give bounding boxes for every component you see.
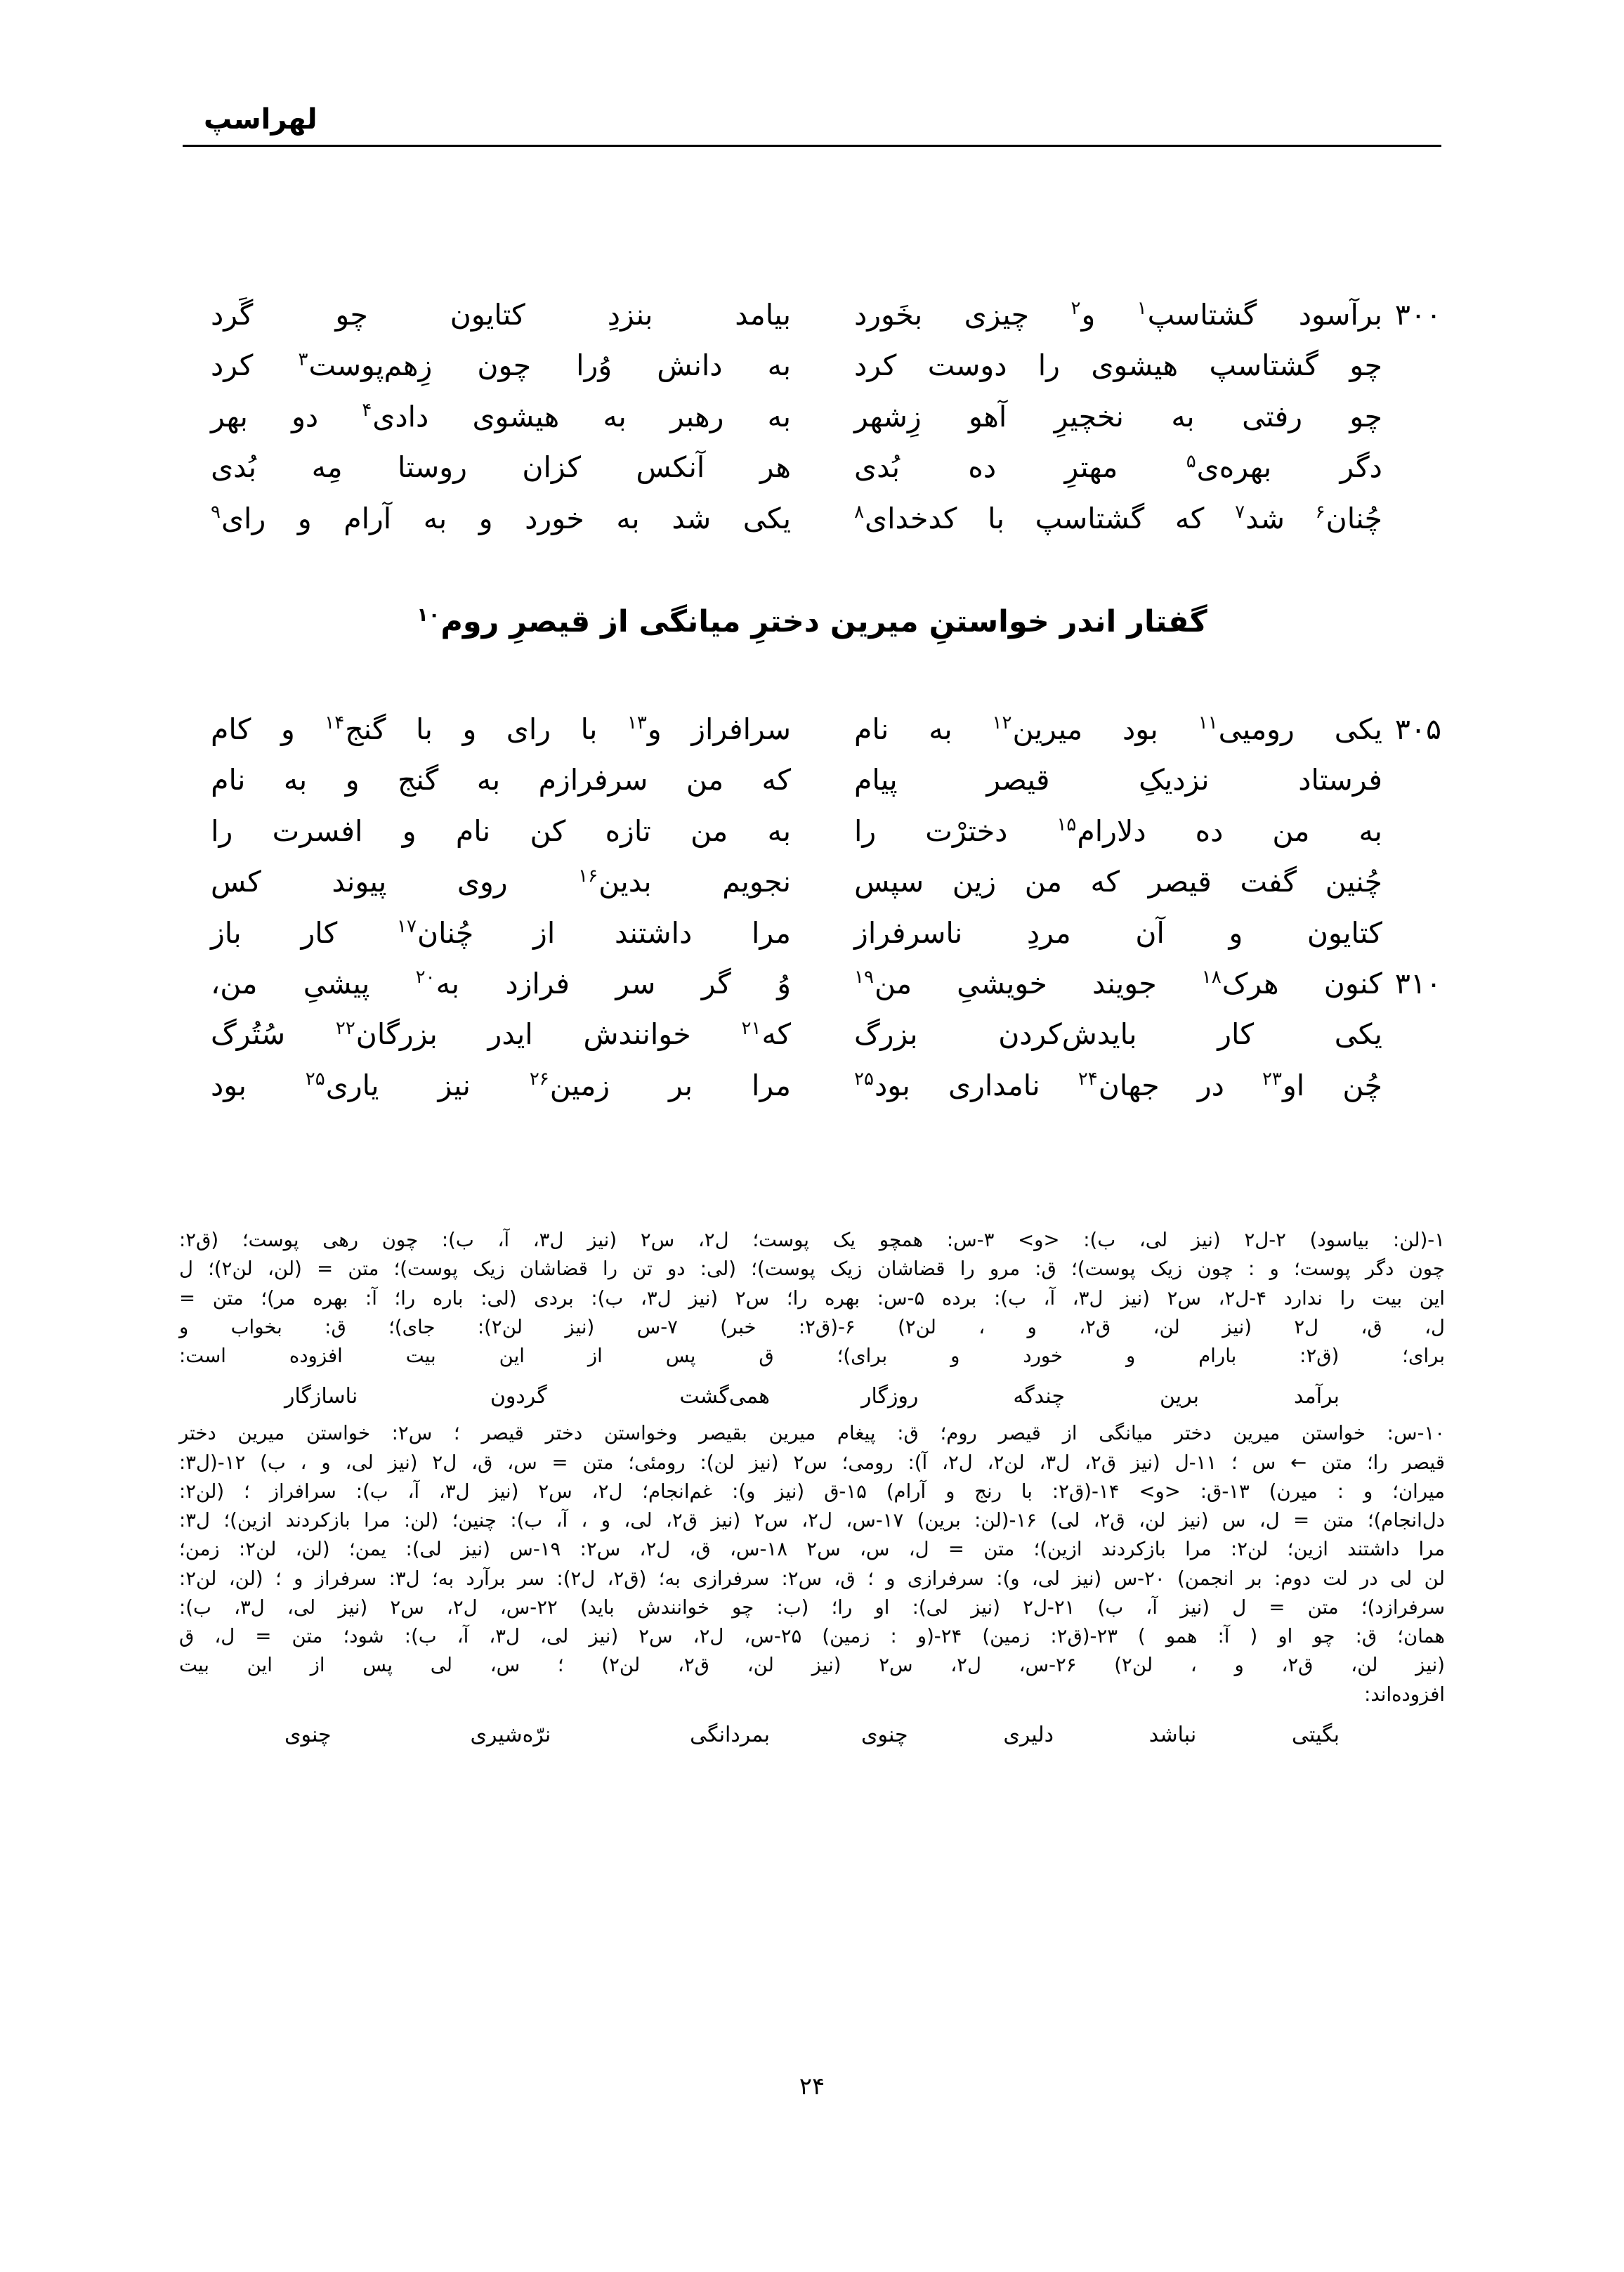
verse-word: زِهم‌پوست$^۳$ <box>298 348 433 383</box>
verse-word: نام <box>211 763 246 797</box>
verse-word: را <box>211 814 233 848</box>
verse-word: دلارام$^{۱۵}$ <box>1056 814 1146 848</box>
verse-word: گنج <box>397 763 439 797</box>
verse-word: گفت <box>1240 865 1297 899</box>
verse-word: چُنان$^۶$ <box>1315 501 1382 535</box>
apparatus-line: چون دگر پوست؛ و : چون زیک پوست)؛ ق: مرو را قضاشان زیک پوست)؛ (لی: دو تن را قضاشان زیک پوست)؛ متن = (لن، لن۲)؛ ل <box>179 1258 1445 1281</box>
verse-word: هیشوی <box>1091 348 1179 383</box>
couplet <box>183 960 1441 1007</box>
verse-word: شد$^۷$ <box>1235 501 1285 535</box>
footnote-marker: ۱۴ <box>325 712 345 734</box>
apparatus-line: همان؛ ق: چو او ( آ: همو ) ۲۳-(ق۲: زمین) ۲۴-(و : زمین) ۲۵-س، ل۲، س۲ (نیز لی، ل۳، آ، ب): شود؛ متن = ل، ق <box>179 1625 1445 1647</box>
verse-number: ۳۰۰ <box>1394 298 1441 332</box>
apparatus-line: دل‌انجام)؛ متن = ل، س (نیز لن، ق۲، لی) ۱۶-(لن: برین) ۱۷-س، ل۲، س۲ (نیز ق۲، لی، و ، آ، ب): چنین؛ (لن: مرا بازکردند ازین)؛ ل۳: <box>179 1509 1445 1532</box>
footnote-marker: ۵ <box>1186 450 1196 472</box>
verse-word: قیصر <box>986 763 1050 797</box>
apparatus-line: قیصر را؛ متن ← س ؛ ۱۱-ل (نیز ق۲، ل۳، لن۲، ل۲، آ): رومی؛ س۲ (نیز لن): رومئی؛ متن = س، ق، ل۲ (نیز لی، و ، ب) ۱۲-(ل۳: <box>179 1451 1445 1474</box>
inset-hemistich-left <box>179 1719 812 1751</box>
verse-word: چُن <box>1342 1068 1382 1102</box>
verse-word: و$^{۱۳}$ <box>627 712 662 746</box>
verse-word: کام <box>211 712 251 746</box>
verse-word: زین <box>952 865 997 899</box>
inset-verse-word: چنوی <box>284 1722 332 1747</box>
couplet <box>183 1011 1441 1057</box>
hemistich-right <box>812 858 1382 905</box>
verse-word: بهر <box>211 399 248 433</box>
verse-word: کار <box>301 915 338 950</box>
verse-word: مرا <box>752 1068 791 1102</box>
verse-word: گشتاسپ <box>1209 348 1319 383</box>
verse-word: قیصر <box>1148 865 1212 899</box>
verse-word: بنزدِ <box>607 298 653 332</box>
verse-word: که <box>1174 501 1205 535</box>
verse-word: پیوند <box>332 865 387 899</box>
verse-word: را <box>1037 348 1060 383</box>
verse-word: ده <box>968 450 997 485</box>
footnote-marker: ۱۸ <box>1201 967 1222 988</box>
couplet-right-side <box>812 960 1441 1007</box>
inset-verse-word: چنوی <box>861 1722 908 1747</box>
verse-word: به <box>283 763 308 797</box>
verse-word: نام <box>854 712 889 746</box>
verse-word: به <box>603 399 627 433</box>
verse-word: چو <box>1349 399 1382 433</box>
verse-word: رای <box>506 712 551 746</box>
verse-word: من$^{۱۹}$ <box>854 967 912 1001</box>
apparatus-paragraph <box>179 1226 1445 1371</box>
verse-word: و <box>280 712 295 746</box>
verse-word: من <box>1272 814 1310 848</box>
verse-word: سرافراز <box>691 712 791 746</box>
verse-word: من <box>1024 865 1062 899</box>
verse-word: کن <box>530 814 566 848</box>
verse-word: نخچیرِ <box>1054 399 1124 433</box>
apparatus-paragraph <box>179 1419 1445 1709</box>
hemistich-left <box>183 706 812 752</box>
verse-word: گر <box>701 967 731 1001</box>
verse-word: نیز <box>438 1068 471 1102</box>
verse-word: کتایون <box>1307 915 1382 950</box>
verse-word: هر <box>759 450 791 485</box>
footnote-marker: ۲۵ <box>305 1069 325 1090</box>
verse-word: چو <box>335 298 368 332</box>
verse-word: دادی$^۴$ <box>362 399 429 433</box>
verse-word: پیشیِ <box>303 967 370 1001</box>
couplet-right-side <box>812 858 1441 905</box>
apparatus-line: ۱۰-س: خواستن میرین دختر میانگی از قیصر روم؛ ق: پیغام میرین بقیصر وخواستن دختر قیصر ؛ س۲: خواستن میرین دختر <box>179 1422 1445 1445</box>
verse-word: روی <box>457 865 508 899</box>
footnote-marker: ۲۰ <box>415 967 436 988</box>
footnote-marker: ۱۵ <box>1056 814 1077 836</box>
couplet-right-side <box>812 1062 1441 1109</box>
verse-word: گشتاسپ$^۱$ <box>1137 298 1257 332</box>
verse-word: افسرت <box>272 814 363 848</box>
hemistich-left <box>183 342 812 389</box>
hemistich-right <box>812 495 1382 542</box>
apparatus-line: این بیت را ندارد ۴-ل۲، س۲ (نیز ل۳، آ، ب): برده ۵-س: بهره را؛ س۲ (نیز ل۳، ب): بردی (لی: باره را؛ آ: بهره مر)؛ متن = <box>179 1286 1445 1310</box>
verse-word: چیزی <box>964 298 1030 332</box>
couplet-right-side <box>812 910 1441 956</box>
verse-word: دوست <box>927 348 1007 383</box>
inset-quoted-couplet-1 <box>179 1380 1445 1412</box>
verse-word: سپس <box>854 865 924 899</box>
verse-word: رهبر <box>670 399 724 433</box>
verse-word: بود$^{۲۵}$ <box>854 1068 910 1102</box>
verse-word: خورد <box>525 501 584 535</box>
footnote-marker: ۱۹ <box>854 967 874 988</box>
hemistich-right <box>812 342 1382 389</box>
verse-word: بخَورد <box>854 298 923 332</box>
verse-word: بدین$^{۱۶}$ <box>578 865 652 899</box>
verse-word: خویشیِ <box>957 967 1047 1001</box>
verse-word: که <box>1090 865 1120 899</box>
verse-number: ۳۰۵ <box>1394 712 1441 746</box>
page-number: ۲۴ <box>799 2072 825 2101</box>
verse-word: بر <box>669 1068 693 1102</box>
verse-word: من، <box>211 967 258 1001</box>
hemistich-right <box>812 910 1382 956</box>
hemistich-right <box>812 808 1382 854</box>
couplet <box>183 495 1441 542</box>
hemistich-left <box>183 960 812 1007</box>
verse-word: کار <box>1217 1017 1255 1052</box>
verse-word: و <box>1229 915 1243 950</box>
header-rule <box>183 145 1441 147</box>
footnote-marker: ۸ <box>854 501 865 523</box>
verse-word: چو <box>1349 348 1382 383</box>
verse-word: دانش <box>657 348 723 383</box>
verse-word: برآسود <box>1298 298 1382 332</box>
verse-word: پیام <box>854 763 898 797</box>
verse-word: با <box>416 712 433 746</box>
verse-word: چُنین <box>1325 865 1382 899</box>
verse-block-first <box>183 292 1441 546</box>
hemistich-left <box>183 1011 812 1057</box>
inset-verse-word: دلیری <box>1003 1722 1054 1747</box>
footnote-marker: ۶ <box>1315 501 1325 523</box>
verse-word: دو <box>292 399 319 433</box>
verse-word: گنج$^{۱۴}$ <box>325 712 386 746</box>
hemistich-right <box>812 1062 1382 1109</box>
verse-word: و <box>402 814 417 848</box>
footnote-marker: ۲۲ <box>335 1017 355 1039</box>
page-header <box>183 105 1441 183</box>
inset-hemistich-left <box>179 1380 812 1412</box>
verse-word: گَرد <box>211 298 254 332</box>
verse-word: کس <box>211 865 261 899</box>
apparatus-line: ل، ق، ل۲ (نیز لن، ق۲، و ، لن۲) ۶-(ق۲: خبر) ۷-س (نیز لن۲): جای)؛ ق: بخواب و <box>179 1315 1445 1338</box>
verse-word: دخترْت <box>925 814 1008 848</box>
verse-word: من <box>686 763 724 797</box>
inset-verse-word: گردون <box>490 1384 547 1409</box>
verse-word: نزدیکِ <box>1139 763 1210 797</box>
hemistich-right <box>812 757 1382 803</box>
hemistich-right <box>812 393 1382 440</box>
hemistich-left <box>183 808 812 854</box>
couplet <box>183 858 1441 905</box>
couplet-right-side <box>812 706 1441 752</box>
verse-word: رفتی <box>1242 399 1303 433</box>
footnote-marker: ۱۲ <box>992 712 1012 734</box>
verse-word: زِشهر <box>854 399 922 433</box>
couplet <box>183 808 1441 854</box>
hemistich-left <box>183 393 812 440</box>
hemistich-right <box>812 960 1382 1007</box>
verse-word: به$^{۲۰}$ <box>415 967 459 1001</box>
hemistich-left <box>183 757 812 803</box>
verse-word: کتایون <box>450 298 525 332</box>
running-title: لهراسپ <box>204 103 317 136</box>
critical-apparatus <box>179 1226 1445 1758</box>
couplet-right-side <box>812 495 1441 542</box>
verse-word: کنون <box>1323 967 1382 1001</box>
verse-word: در <box>1197 1068 1224 1102</box>
verse-word: روستا <box>398 450 467 485</box>
apparatus-line: مرا داشتند ازین؛ لن۲: مرا بازکردند ازین)؛ متن = ل، س، س۲ ۱۸-س، ق، ل۲، س۲: ۱۹-س (نیز لی): یمن؛ (لن، لن۲: زمن؛ <box>179 1538 1446 1561</box>
hemistich-left <box>183 1062 812 1109</box>
hemistich-right <box>812 292 1382 338</box>
couplet-right-side <box>812 292 1441 338</box>
footnote-marker: ۱۶ <box>578 865 598 887</box>
footnote-marker: ۲۶ <box>529 1069 549 1090</box>
verse-word: سُتُرگ <box>211 1017 286 1052</box>
inset-hemistich-right <box>812 1380 1445 1412</box>
hemistich-right <box>812 1011 1382 1057</box>
hemistich-left <box>183 858 812 905</box>
verse-word: و <box>297 501 312 535</box>
verse-word: باز <box>211 915 242 950</box>
verse-word: جویند <box>1092 967 1157 1001</box>
footnote-marker: ۱۷ <box>397 915 417 937</box>
verse-word: شد <box>672 501 712 535</box>
verse-word: یاری$^{۲۵}$ <box>305 1068 379 1102</box>
verse-word: بیامد <box>735 298 791 332</box>
couplet <box>183 444 1441 490</box>
hemistich-left <box>183 495 812 542</box>
verse-word: آهو <box>969 399 1007 433</box>
verse-word: به <box>616 501 640 535</box>
verse-block-second <box>183 706 1441 1113</box>
footnote-marker: ۲۵ <box>854 1069 874 1090</box>
verse-word: نامداری <box>948 1068 1040 1102</box>
verse-word: و <box>478 501 493 535</box>
verse-word: سر <box>615 967 656 1001</box>
couplet-right-side <box>812 444 1441 490</box>
footnote-marker: ۲۱ <box>741 1017 761 1039</box>
couplet <box>183 393 1441 440</box>
verse-word: و$^۲$ <box>1070 298 1096 332</box>
hemistich-right <box>812 706 1382 752</box>
hemistich-left <box>183 292 812 338</box>
footnote-marker: ۱ <box>1137 298 1147 320</box>
verse-word: مرا <box>752 915 791 950</box>
footnote-marker: ۲ <box>1070 298 1081 320</box>
verse-word: وُرا <box>576 348 613 383</box>
inset-verse-word: چندگه <box>1013 1384 1066 1409</box>
verse-word: فرازد <box>505 967 570 1001</box>
verse-word: از <box>533 915 556 950</box>
verse-word: مِه <box>311 450 343 485</box>
verse-word: گشتاسپ <box>1035 501 1145 535</box>
verse-word: به <box>1171 399 1195 433</box>
couplet-right-side <box>812 342 1441 389</box>
inset-hemistich-right <box>812 1719 1445 1751</box>
verse-word: به <box>1358 814 1382 848</box>
verse-word: مردِ <box>1026 915 1071 950</box>
verse-word: با <box>580 712 598 746</box>
verse-word: مهترِ <box>1064 450 1118 485</box>
verse-word: تازه <box>605 814 651 848</box>
section-heading-text: گفتار اندر خواستنِ میرین دخترِ میانگی از قیصرِ روم <box>440 604 1207 639</box>
verse-word: رومیی$^{۱۱}$ <box>1198 712 1295 746</box>
verse-word: و <box>462 712 477 746</box>
verse-word: به <box>423 501 447 535</box>
apparatus-line: لن لی در لت دوم: بر انجمن) ۲۰-س (نیز لی، و): سرفرازی و ؛ ق، س۲: سرفرازی به؛ (ق۲، ل۲): سر برآرد به؛ ل۳: سرفراز و ؛ (لن، لن۲: <box>179 1567 1445 1590</box>
footnote-marker: ۲۳ <box>1262 1069 1282 1090</box>
inset-verse-word: بگیتی <box>1291 1722 1340 1747</box>
verse-word: میرین$^{۱۲}$ <box>992 712 1083 746</box>
apparatus-line: برای؛ (ق۲: بارام و خورد و برای)؛ ق پس از این بیت افزوده است: <box>179 1345 1445 1367</box>
verse-word: که$^{۲۱}$ <box>741 1017 791 1052</box>
inset-verse-word: روزگار <box>861 1384 919 1409</box>
verse-word: جهان$^{۲۴}$ <box>1078 1068 1160 1102</box>
verse-word: ناسرفراز <box>854 915 963 950</box>
inset-verse-word: ناسازگار <box>284 1384 358 1409</box>
footnote-marker: ۱۳ <box>627 712 647 734</box>
inset-verse-word: نرّه‌شیری <box>470 1722 551 1747</box>
verse-word: به <box>767 399 791 433</box>
hemistich-left <box>183 910 812 956</box>
couplet <box>183 342 1441 389</box>
verse-word: دگر <box>1340 450 1382 485</box>
couplet-right-side <box>812 757 1441 803</box>
verse-word: بهره‌ی$^۵$ <box>1186 450 1272 485</box>
verse-word: به <box>929 712 952 746</box>
couplet <box>183 292 1441 338</box>
footnote-marker: ۷ <box>1235 501 1245 523</box>
verse-word: فرستاد <box>1298 763 1382 797</box>
verse-word: با <box>988 501 1004 535</box>
couplet-right-side <box>812 393 1441 440</box>
inset-quoted-couplet-2 <box>179 1719 1445 1751</box>
footnote-marker: ۹ <box>211 501 221 523</box>
couplet <box>183 910 1441 956</box>
hemistich-right <box>812 444 1382 490</box>
verse-word: کدخدای$^۸$ <box>854 501 957 535</box>
verse-word: آرام <box>343 501 392 535</box>
verse-word: ده <box>1195 814 1224 848</box>
verse-word: یکی <box>1334 1017 1382 1052</box>
verse-word: رای$^۹$ <box>211 501 266 535</box>
couplet <box>183 757 1441 803</box>
verse-word: چون <box>477 348 532 383</box>
verse-word: بزرگان$^{۲۲}$ <box>335 1017 438 1052</box>
footnote-marker: ۱۱ <box>1198 712 1218 734</box>
verse-word: وُ <box>777 967 791 1001</box>
footnote-marker: ۳ <box>298 348 308 370</box>
verse-word: آن <box>1135 915 1165 950</box>
footnote-marker: ۴ <box>362 400 372 422</box>
inset-verse-word: برین <box>1159 1384 1200 1409</box>
verse-word: من <box>690 814 728 848</box>
verse-word: بُدی <box>211 450 257 485</box>
verse-word: بود <box>211 1068 247 1102</box>
inset-verse-word: برآمد <box>1293 1384 1340 1409</box>
verse-word: او$^{۲۳}$ <box>1262 1068 1305 1102</box>
verse-word: بُدی <box>854 450 901 485</box>
apparatus-line: سرفرازد)؛ متن = ل (نیز آ، ب) ۲۱-ل۲ (نیز لی): او را؛ (ب: چو خوانندش باید) ۲۲-س، ل۲، س۲ (نیز لی، ل۳، ب): <box>179 1595 1446 1619</box>
verse-word: زمین$^{۲۶}$ <box>529 1068 610 1102</box>
inset-verse-word: همی‌گشت <box>679 1384 770 1409</box>
verse-word: کرد <box>211 348 254 383</box>
verse-word: بایدش‌کردن <box>998 1017 1137 1052</box>
apparatus-line: افزوده‌اند: <box>1364 1683 1445 1706</box>
couplet-right-side <box>812 808 1441 854</box>
couplet <box>183 1062 1441 1109</box>
verse-word: و <box>345 763 360 797</box>
verse-word: نجویم <box>722 865 791 899</box>
verse-word: هرک$^{۱۸}$ <box>1201 967 1279 1001</box>
verse-word: به <box>767 348 791 383</box>
verse-word: نام <box>455 814 491 848</box>
verse-word: هیشوی <box>472 399 560 433</box>
verse-word: کزان <box>522 450 582 485</box>
verse-word: سرفرازم <box>538 763 648 797</box>
verse-word: را <box>854 814 877 848</box>
apparatus-line: (نیز لن، ق۲، و ، لن۲) ۲۶-س، ل۲، س۲ (نیز لن، ق۲، لن۲) ؛ س، لی پس از این بیت <box>179 1654 1445 1677</box>
verse-word: خوانندش <box>583 1017 691 1052</box>
verse-word: داشتند <box>614 915 693 950</box>
verse-word: به <box>476 763 501 797</box>
verse-word: به <box>767 814 791 848</box>
inset-verse-word: نباشد <box>1148 1722 1197 1747</box>
verse-number: ۳۱۰ <box>1394 967 1441 1001</box>
verse-word: یکی <box>1334 712 1382 746</box>
inset-verse-word: بمردانگی <box>690 1722 770 1747</box>
verse-word: که <box>761 763 791 797</box>
footnote-marker: ۲۴ <box>1078 1069 1098 1090</box>
apparatus-line: ۱-(لن: بیاسود) ۲-ل۲ (نیز لی، ب): <و> ۳-س: همچو یک پوست؛ ل۲، س۲ (نیز ل۳، آ، ب): چون رهی پوست؛ (ق۲: <box>179 1229 1445 1251</box>
verse-word: کرد <box>854 348 897 383</box>
verse-word: بزرگ <box>854 1017 918 1052</box>
verse-word: چُنان$^{۱۷}$ <box>397 915 474 950</box>
apparatus-line: میران؛ و : میرن) ۱۳-ق: <و> ۱۴-(ق۲: با رنج و آرام) ۱۵-ق (نیز و): غم‌انجام؛ ل۲، س۲ (نیز ل۳، آ، ب): سرافراز ؛ (لن۲: <box>179 1480 1445 1503</box>
couplet-right-side <box>812 1011 1441 1057</box>
verse-word: یکی <box>742 501 791 535</box>
verse-word: ایدر <box>487 1017 533 1052</box>
verse-word: بود <box>1122 712 1158 746</box>
couplet <box>183 706 1441 752</box>
verse-word: آنکس <box>636 450 705 485</box>
section-heading-footnote-marker: ۱۰ <box>417 603 440 626</box>
hemistich-left <box>183 444 812 490</box>
section-heading <box>183 604 1441 639</box>
